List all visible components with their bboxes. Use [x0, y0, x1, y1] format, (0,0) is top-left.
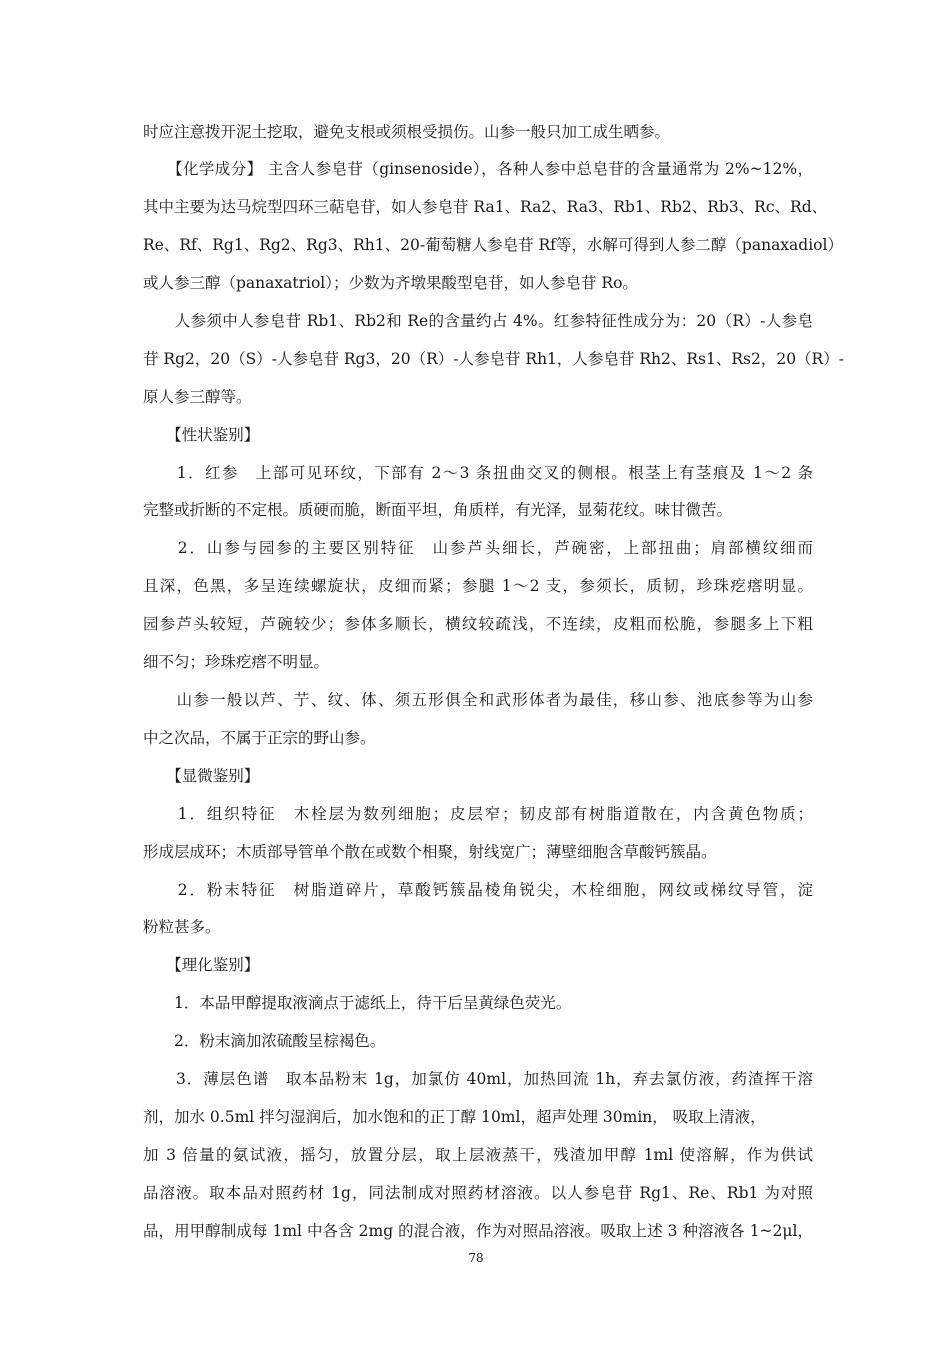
text-line: 中之次品，不属于正宗的野山参。 [143, 729, 376, 747]
text-line: 3．薄层色谱 取本品粉末 1g，加氯仿 40ml，加热回流 1h，弃去氯仿液，药渣挥干溶 [143, 1070, 813, 1088]
text-line: 剂，加水 0.5ml 拌匀湿润后，加水饱和的正丁醇 10ml，超声处理 30min， 吸取上清液， [143, 1108, 766, 1126]
text-line: 完整或折断的不定根。质硬而脆，断面平坦，角质样，有光泽，显菊花纹。味甘微苦。 [143, 501, 733, 519]
text-line: 加 3 倍量的氨试液，摇匀，放置分层，取上层液蒸干，残渣加甲醇 1ml 使溶解，作为供试 [143, 1146, 813, 1164]
page-number: 78 [468, 1251, 484, 1265]
text-line: 或人参三醇（panaxatriol）；少数为齐墩果酸型皂苷，如人参皂苷 Ro。 [143, 274, 638, 292]
text-line: 粉粒甚多。 [143, 918, 221, 936]
text-line: 【化学成分】 主含人参皂苷（ginsenoside），各种人参中总皂苷的含量通常为 2%~12%， [143, 160, 813, 178]
section-heading: 【显微鉴别】 [143, 767, 260, 785]
section-heading: 【性状鉴别】 [143, 426, 260, 444]
text-line: 2．粉末滴加浓硫酸呈棕褐色。 [143, 1032, 386, 1050]
section-heading: 【理化鉴别】 [143, 956, 260, 974]
text-line: 1．红参 上部可见环纹，下部有 2～3 条扭曲交叉的侧根。根茎上有茎痕及 1～2 条 [143, 464, 813, 482]
text-line: 时应注意拨开泥土挖取，避免支根或须根受损伤。山参一般只加工成生晒参。 [143, 123, 671, 141]
text-line: 2．粉末特征 树脂道碎片，草酸钙簇晶棱角锐尖，木栓细胞，网纹或梯纹导管，淀 [143, 881, 813, 899]
text-line: 原人参三醇等。 [143, 388, 252, 406]
text-line: 且深，色黑，多呈连续螺旋状，皮细而紧；参腿 1～2 支，参须长，质韧，珍珠疙瘩明显。 [143, 577, 813, 595]
text-line: 其中主要为达马烷型四环三萜皂苷，如人参皂苷 Ra1、Ra2、Ra3、Rb1、Rb2、Rb3、Rc、Rd、 [143, 198, 828, 216]
text-line: 1．本品甲醇提取液滴点于滤纸上，待干后呈黄绿色荧光。 [143, 994, 572, 1012]
text-line: 山参一般以芦、艼、纹、体、须五形俱全和武形体者为最佳，移山参、池底参等为山参 [143, 691, 813, 709]
text-line: 人参须中人参皂苷 Rb1、Rb2和 Re的含量约占 4%。红参特征性成分为：20（R）-人参皂 [143, 312, 813, 330]
text-line: 园参芦头较短，芦碗较少；参体多顺长，横纹较疏浅，不连续，皮粗而松脆，参腿多上下粗 [143, 615, 813, 633]
text-line: 苷 Rg2，20（S）-人参皂苷 Rg3，20（R）-人参皂苷 Rh1，人参皂苷 Rh2、Rs1、Rs2，20（R）- [143, 350, 844, 368]
text-line: Re、Rf、Rg1、Rg2、Rg3、Rh1、20-葡萄糖人参皂苷 Rf等，水解可得到人参二醇（panaxadiol） [143, 236, 843, 254]
text-line: 2．山参与园参的主要区别特征 山参芦头细长，芦碗密，上部扭曲；肩部横纹细而 [143, 539, 813, 557]
text-line: 1．组织特征 木栓层为数列细胞；皮层窄；韧皮部有树脂道散在，内含黄色物质； [143, 805, 813, 823]
text-line: 品溶液。取本品对照药材 1g，同法制成对照药材溶液。以人参皂苷 Rg1、Re、Rb1 为对照 [143, 1184, 813, 1202]
text-line: 形成层成环；木质部导管单个散在或数个相聚，射线宽广；薄壁细胞含草酸钙簇晶。 [143, 843, 717, 861]
text-line: 品，用甲醇制成每 1ml 中各含 2mg 的混合液，作为对照品溶液。吸取上述 3 种溶液各 1~2μl， [143, 1222, 813, 1240]
text-line: 细不匀；珍珠疙瘩不明显。 [143, 653, 330, 671]
